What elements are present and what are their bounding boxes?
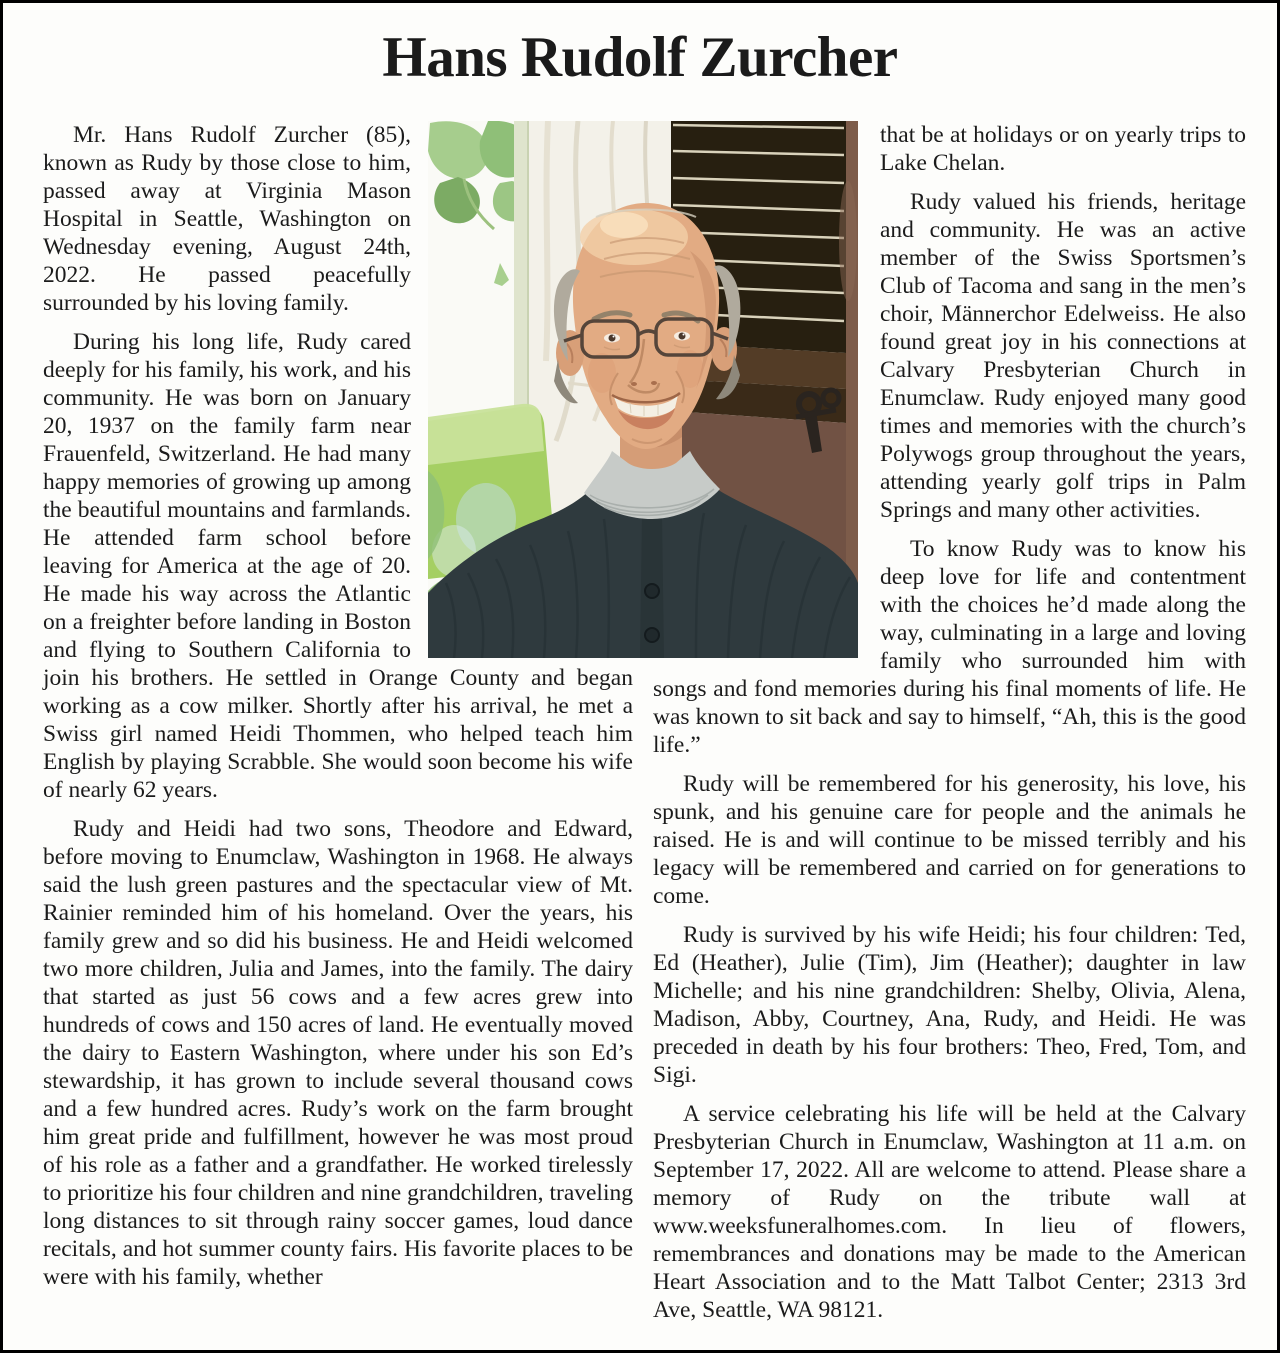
paragraph-7: Rudy will be remembered for his generosity, his love, his spunk, and his genuine care for people and the animals he raised. He is and will continue to be missed terribly and his legacy will be remembered and carried on for generations to come. bbox=[653, 771, 1246, 909]
paragraph-5: Rudy valued his friends, heritage and community. He was an active member of the Swiss Sportsmen’s Club of Tacoma and sang in the men’s choir, Männerchor Edelweiss. He also found great joy in his connections at Calvary Presbyterian Church in Enumclaw. Rudy enjoyed many good times and memories with the church’s Polywogs group throughout the years, attending yearly golf trips in Palm Springs and many other activities. bbox=[880, 189, 1246, 523]
photo-cutout-spacer bbox=[653, 121, 880, 661]
paragraph-6: To know Rudy was to know his deep love for life and contentment with the choices he’d made along the way, culminating in a large and loving family who surrounded him with songs and fond memories during his final moments of life. He was known to sit back and say to himself, “Ah, this is the good life.” bbox=[653, 536, 1246, 758]
paragraph-8: Rudy is survived by his wife Heidi; his four children: Ted, Ed (Heather), Julie (Tim), Jim (Heather); daughter in law Michelle; and his nine grandchildren: Shelby, Olivia, Alena, Madison, Abby, Courtney, Ana, Rudy, and Heidi. He was preceded in death by his four brothers: Theo, Fred, Tom, and Sigi. bbox=[653, 922, 1246, 1088]
paragraph-3: Rudy and Heidi had two sons, Theodore and Edward, before moving to Enumclaw, Washington in 1968. He always said the lush green pastures and the spectacular view of Mt. Rainier reminded him of his homeland. Over the years, his family grew and so did his business. He and Heidi welcomed two more children, Julia and James, into the family. The dairy that started as just 56 cows and a few acres grew into hundreds of cows and 150 acres of land. He eventually moved the dairy to Eastern Washington, where under his son Ed’s stewardship, it has grown to include several thousand cows and a few hundred acres. Rudy’s work on the farm brought him great pride and fulfillment, however he was most proud of his role as a father and a grandfather. He worked tirelessly to prioritize his four children and nine grandchildren, traveling long distances to sit through rainy soccer games, loud dance recitals, and hot summer county fairs. His favorite places to be were with his family, whether bbox=[43, 816, 633, 1290]
right-column bbox=[653, 121, 1246, 1335]
paragraph-2: During his long life, Rudy cared deeply for his family, his work, and his community. He was born on January 20, 1937 on the family farm near Frauenfeld, Switzerland. He had many happy memories of growing up among the beautiful mountains and farmlands. He attended farm school before leaving for America at the age of 20. He made his way across the Atlantic on a freighter before landing in Boston and flying to Southern California to join his brothers. He settled in Orange County and began working as a cow milker. Shortly after his arrival, he met a Swiss girl named Heidi Thommen, who helped teach him English by playing Scrabble. She would soon become his wife of nearly 62 years. bbox=[43, 329, 633, 803]
page-title: Hans Rudolf Zurcher bbox=[382, 26, 898, 89]
left-column bbox=[43, 121, 633, 1302]
photo-cutout-spacer bbox=[411, 121, 633, 661]
paragraph-4: that be at holidays or on yearly trips to Lake Chelan. bbox=[880, 122, 1246, 176]
paragraph-9: A service celebrating his life will be held at the Calvary Presbyterian Church in Enumclaw, Washington at 11 a.m. on September 17, 2022. All are welcome to attend. Please share a memory of Rudy on the tribute wall at www.weeksfuneralhomes.com. In lieu of flowers, remembrances and donations may be made to the American Heart Association and to the Matt Talbot Center; 2313 3rd Ave, Seattle, WA 98121. bbox=[653, 1101, 1246, 1323]
paragraph-1: Mr. Hans Rudolf Zurcher (85), known as Rudy by those close to him, passed away at Virginia Mason Hospital in Seattle, Washington on Wednesday evening, August 24th, 2022. He passed peacefully surrounded by his loving family. bbox=[43, 122, 411, 316]
